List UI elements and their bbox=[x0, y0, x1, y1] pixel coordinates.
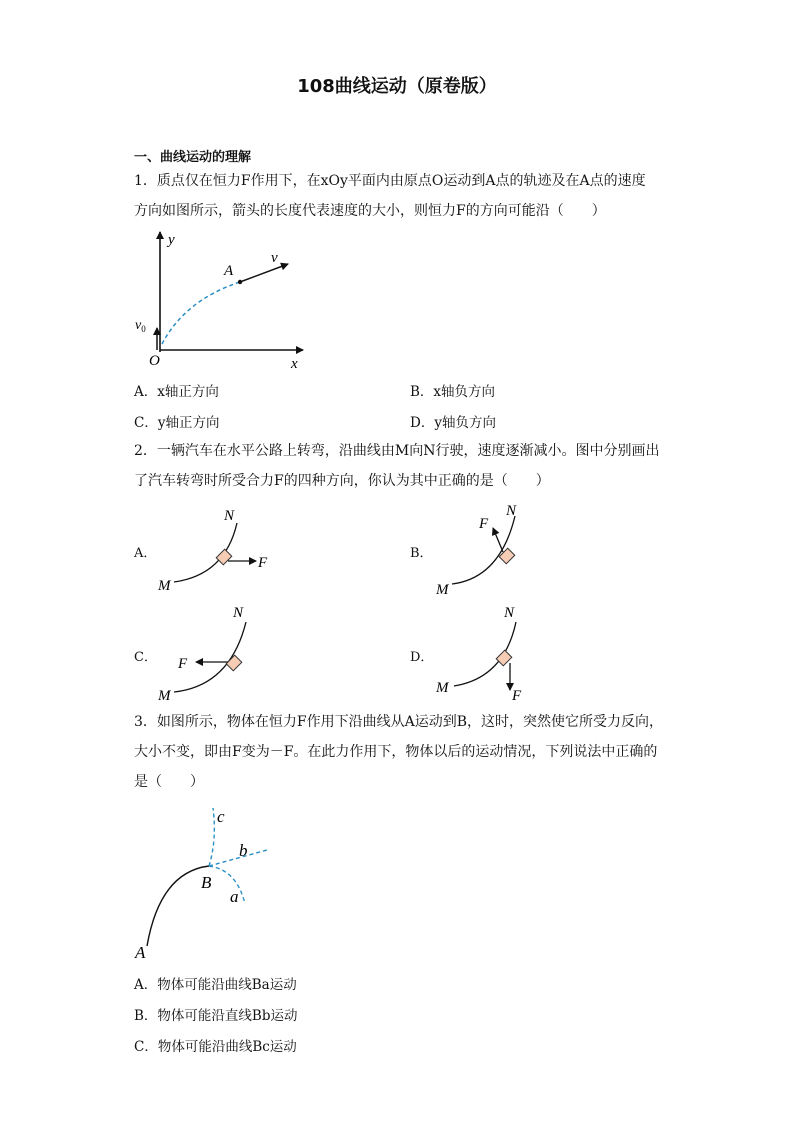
q2-option-b-figure[interactable] bbox=[430, 498, 550, 600]
q1-option-a[interactable]: A．x轴正方向 bbox=[134, 384, 219, 400]
q3-option-a[interactable]: A．物体可能沿曲线Ba运动 bbox=[134, 977, 297, 993]
curve-c-label: c bbox=[217, 807, 225, 826]
q2-text-line2: 了汽车转弯时所受合力F的四种方向，你认为其中正确的是（ ） bbox=[134, 473, 550, 489]
q1-text-line2: 方向如图所示，箭头的长度代表速度的大小，则恒力F的方向可能沿（ ） bbox=[134, 203, 606, 219]
label-n: N bbox=[506, 503, 517, 519]
section-heading: 一、曲线运动的理解 bbox=[134, 150, 252, 165]
q2-option-c-figure[interactable] bbox=[150, 598, 280, 704]
path-ba bbox=[209, 866, 245, 904]
origin-label: O bbox=[149, 353, 160, 369]
force-arrow bbox=[493, 528, 503, 552]
point-a-label: A bbox=[135, 943, 146, 962]
label-m: M bbox=[158, 578, 171, 594]
page-title: 108曲线运动（原卷版） bbox=[297, 76, 497, 97]
label-n: N bbox=[504, 605, 515, 621]
q3-option-c[interactable]: C．物体可能沿曲线Bc运动 bbox=[134, 1039, 297, 1055]
path-bb bbox=[209, 850, 267, 866]
label-n: N bbox=[224, 508, 235, 524]
q3-text-line3: 是（ ） bbox=[134, 774, 204, 790]
line-b-label: b bbox=[239, 841, 248, 860]
label-f: F bbox=[178, 656, 188, 672]
q1-figure bbox=[125, 222, 325, 374]
x-axis-label: x bbox=[291, 356, 298, 372]
q2-option-b-label[interactable]: B． bbox=[410, 546, 433, 561]
q2-option-d-label[interactable]: D． bbox=[410, 650, 434, 665]
q2-text-line1: 2．一辆汽车在水平公路上转弯，沿曲线由M向N行驶，速度逐渐减小。图中分别画出 bbox=[134, 443, 660, 459]
q1-text-line1: 1．质点仅在恒力F作用下，在xOy平面内由原点O运动到A点的轨迹及在A点的速度 bbox=[134, 173, 646, 189]
label-f: F bbox=[479, 516, 489, 532]
q2-option-d-figure[interactable] bbox=[430, 598, 550, 704]
q2-option-a-label[interactable]: A． bbox=[134, 546, 157, 561]
car-box bbox=[216, 549, 232, 565]
velocity-v-arrow bbox=[240, 264, 288, 282]
curve-a-label: a bbox=[230, 887, 239, 906]
q3-option-b[interactable]: B．物体可能沿直线Bb运动 bbox=[134, 1008, 298, 1024]
q1-option-d[interactable]: D．y轴负方向 bbox=[410, 415, 496, 431]
q1-option-c[interactable]: C．y轴正方向 bbox=[134, 415, 220, 431]
label-f: F bbox=[512, 688, 522, 704]
q2-option-a-figure[interactable] bbox=[150, 500, 290, 600]
y-axis-label: y bbox=[168, 232, 175, 248]
trajectory-path bbox=[162, 282, 240, 344]
label-f: F bbox=[258, 555, 268, 571]
velocity-v-label: v bbox=[271, 250, 278, 266]
point-b-label: B bbox=[201, 873, 212, 892]
q2-option-c-label[interactable]: C． bbox=[134, 650, 157, 665]
q3-figure bbox=[125, 800, 285, 962]
q3-text-line1: 3．如图所示，物体在恒力F作用下沿曲线从A运动到B，这时，突然使它所受力反向， bbox=[134, 714, 664, 730]
label-m: M bbox=[158, 688, 171, 704]
trajectory-ab bbox=[147, 866, 209, 946]
q3-text-line2: 大小不变，即由F变为－F。在此力作用下，物体以后的运动情况，下列说法中正确的 bbox=[134, 744, 658, 760]
velocity-v0-label: $v_0$ bbox=[135, 318, 146, 334]
label-n: N bbox=[233, 605, 244, 621]
point-a-label: A bbox=[224, 263, 234, 279]
path-bc bbox=[209, 808, 214, 866]
q1-option-b[interactable]: B．x轴负方向 bbox=[410, 384, 496, 400]
label-m: M bbox=[436, 582, 449, 598]
car-box bbox=[226, 655, 242, 671]
label-m: M bbox=[436, 680, 449, 696]
